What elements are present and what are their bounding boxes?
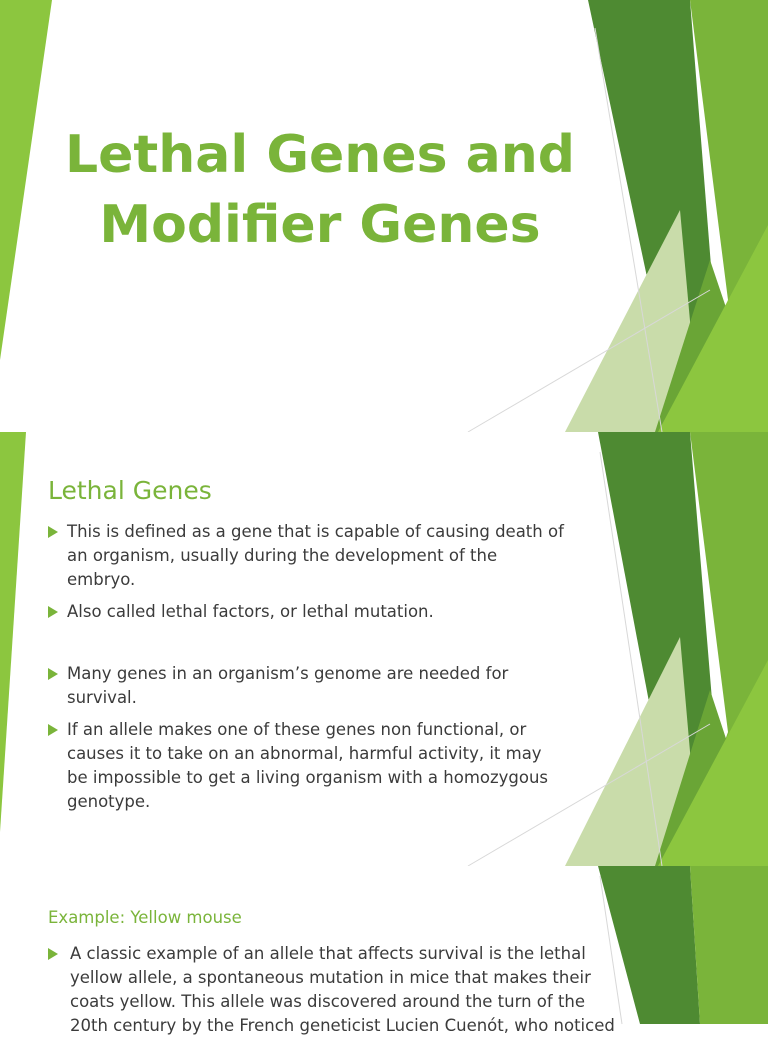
bullet-arrow-icon [48, 526, 58, 538]
left-green-sliver [0, 432, 26, 832]
example-slide [0, 866, 768, 1035]
title-line-2: Modifier Genes [99, 195, 541, 255]
bullet-item [48, 662, 547, 710]
bullet-arrow-icon [48, 606, 58, 618]
example-heading: Example: Yellow mouse [48, 908, 242, 927]
bullet-arrow-icon [48, 724, 58, 736]
bullet-text: If an allele makes one of these genes non functional, or causes it to take on an abnormal, harmful activity, it may be impossible to get a living organism with a homozygous genotype. [67, 720, 549, 811]
bullet-list [48, 942, 622, 1038]
bullet-text: A classic example of an allele that affects survival is the lethal yellow allele, a spontaneous mutation in mice that makes their coats yellow. This allele was discovered around the turn of the 20th century by the French geneticist Lucien Cuenót, who noticed [70, 944, 615, 1035]
section-heading: Lethal Genes [48, 476, 212, 505]
bullet-text: Also called lethal factors, or lethal mutation. [67, 602, 434, 621]
bullet-item [48, 520, 568, 592]
bullet-item [48, 600, 568, 624]
slide-title [40, 120, 600, 260]
title-slide [0, 0, 768, 432]
title-line-1: Lethal Genes and [65, 125, 575, 185]
mid-green-band [690, 866, 768, 1024]
lethal-genes-slide [0, 432, 768, 866]
bullet-arrow-icon [48, 948, 58, 960]
bullet-item [48, 942, 622, 1038]
bullet-text: This is defined as a gene that is capable of causing death of an organism, usually during the development of the embryo. [67, 522, 564, 589]
bullet-text: Many genes in an organism’s genome are needed for survival. [67, 664, 509, 707]
bullet-item [48, 718, 567, 814]
bullet-list [48, 520, 568, 814]
bullet-arrow-icon [48, 668, 58, 680]
